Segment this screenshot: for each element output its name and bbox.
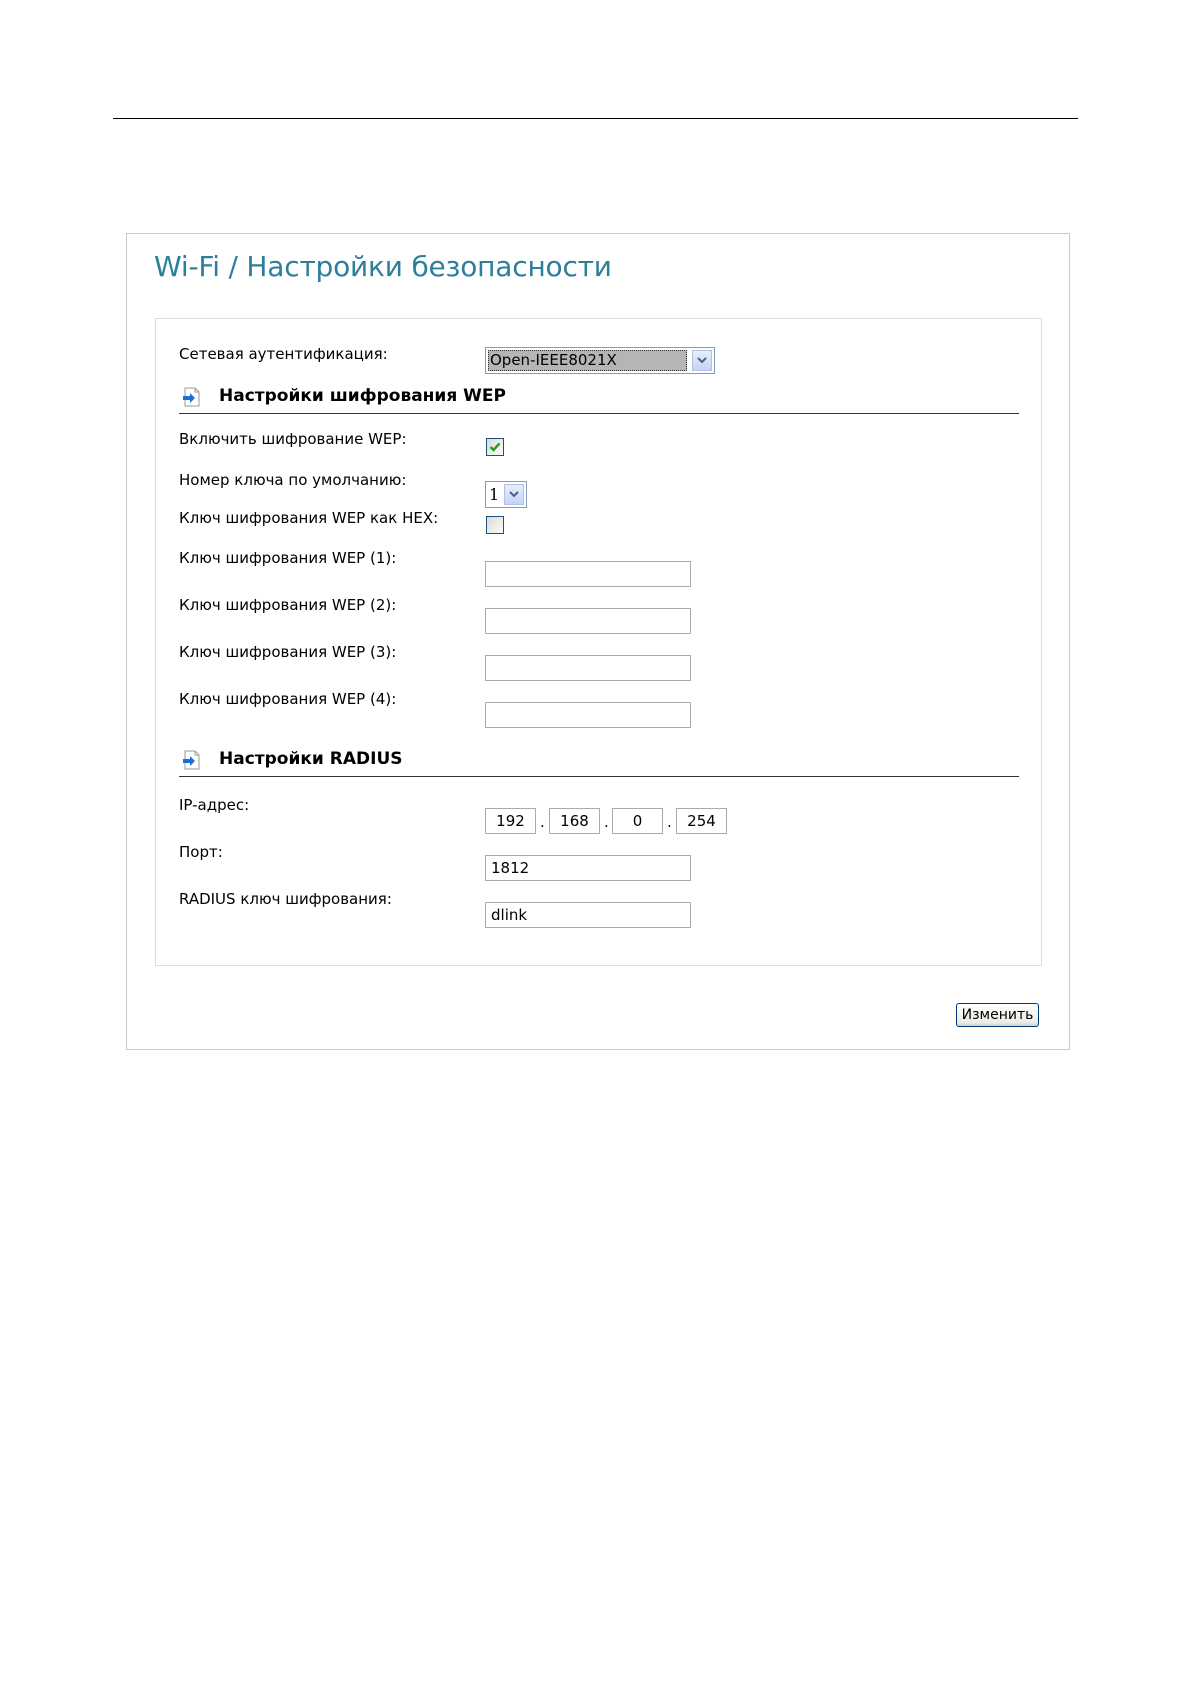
wep-key1-input[interactable] (485, 561, 691, 587)
radius-ip-label: IP-адрес: (179, 796, 250, 814)
apply-button[interactable]: Изменить (956, 1003, 1039, 1027)
wep-key3-input[interactable] (485, 655, 691, 681)
wep-enable-checkbox[interactable] (486, 438, 504, 456)
ip-separator: . (540, 813, 545, 831)
auth-label: Сетевая аутентификация: (179, 345, 388, 363)
ip-octet-4-input[interactable]: 254 (676, 808, 727, 834)
chevron-down-icon[interactable] (504, 484, 524, 505)
chevron-down-icon[interactable] (692, 350, 712, 371)
wep-hex-checkbox[interactable] (486, 516, 504, 534)
radius-port-label: Порт: (179, 843, 223, 861)
wep-section-header (179, 383, 1019, 414)
wep-key4-input[interactable] (485, 702, 691, 728)
default-key-select[interactable] (485, 481, 527, 508)
ip-octet-2-input[interactable]: 168 (549, 808, 600, 834)
radius-section-title: Настройки RADIUS (219, 749, 403, 769)
ip-octet-1-input[interactable]: 192 (485, 808, 536, 834)
checkmark-icon (488, 440, 502, 454)
wep-key2-label: Ключ шифрования WEP (2): (179, 596, 397, 614)
ip-separator: . (667, 813, 672, 831)
settings-form (155, 318, 1042, 966)
wep-enable-label: Включить шифрование WEP: (179, 430, 407, 448)
ip-separator: . (604, 813, 609, 831)
section-arrow-icon (183, 750, 201, 770)
wep-hex-label: Ключ шифрования WEP как HEX: (179, 509, 439, 527)
section-arrow-icon (183, 387, 201, 407)
radius-key-input[interactable]: dlink (485, 902, 691, 928)
radius-section-header (179, 746, 1019, 777)
auth-select-value: Open-IEEE8021X (488, 350, 687, 371)
wep-key2-input[interactable] (485, 608, 691, 634)
wep-key3-label: Ключ шифрования WEP (3): (179, 643, 397, 661)
default-key-label: Номер ключа по умолчанию: (179, 471, 407, 489)
wep-key1-label: Ключ шифрования WEP (1): (179, 549, 397, 567)
wep-key4-label: Ключ шифрования WEP (4): (179, 690, 397, 708)
page-top-rule (113, 118, 1078, 119)
settings-panel (126, 233, 1070, 1050)
radius-port-input[interactable]: 1812 (485, 855, 691, 881)
page-title: Wi-Fi / Настройки безопасности (154, 250, 612, 283)
auth-select[interactable] (485, 347, 715, 374)
wep-section-title: Настройки шифрования WEP (219, 386, 506, 406)
radius-key-label: RADIUS ключ шифрования: (179, 890, 392, 908)
default-key-value: 1 (489, 485, 500, 504)
ip-octet-3-input[interactable]: 0 (612, 808, 663, 834)
